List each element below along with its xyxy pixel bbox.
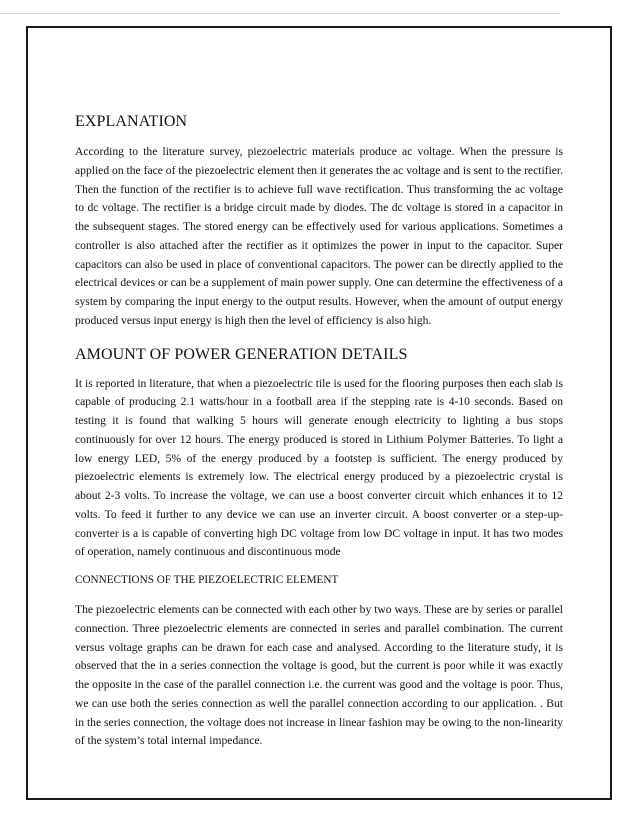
section-heading-explanation: EXPLANATION xyxy=(75,113,188,130)
paragraph-explanation: According to the literature survey, piezoelectric materials produce ac voltage. When the pressure is applied on the face of the piezoelectric element then it generates the ac voltage and is sent to the rectifier. Then the function of the rectifier is to achieve full wave rectification. Thus transforming the ac voltage to dc voltage. The rectifier is a bridge circuit made by diodes. The dc voltage is stored in a capacitor in the subsequent stages. The stored energy can be effectively used for various applications. Sometimes a controller is also attached after the rectifier as it optimizes the power in input to the capacitor. Super capacitors can also be used in place of conventional capacitors. The power can be directly applied to the electrical devices or can be a supplement of main power supply. One can determine the effectiveness of a system by comparing the input energy to the output results. However, when the amount of output energy produced versus input energy is high then the level of efficiency is also high. xyxy=(75,145,564,327)
document-body xyxy=(75,112,563,751)
top-divider xyxy=(0,13,560,14)
paragraph-connections: The piezoelectric elements can be connected with each other by two ways. These are by series or parallel connection. Three piezoelectric elements are connected in series and parallel combination. The current versus voltage graphs can be drawn for each case and analysed. According to the literature study, it is observed that the in a series connection the voltage is good, but the current is poor while it was exactly the opposite in the case of the parallel connection i.e. the current was good and the voltage is poor. Thus, we can use both the series connection as well the parallel connection according to our application. . But in the series connection, the voltage does not increase in linear fashion may be owing to the non-linearity of the system’s total internal impedance. xyxy=(75,603,563,748)
section-heading-connections: CONNECTIONS OF THE PIEZOELECTRIC ELEMENT xyxy=(75,574,339,586)
section-heading-power-generation: AMOUNT OF POWER GENERATION DETAILS xyxy=(75,345,408,363)
paragraph-power-generation: It is reported in literature, that when a piezoelectric tile is used for the flooring purposes then each slab is capable of producing 2.1 watts/hour in a football area if the stepping rate is 4-10 seconds. Based on testing it is found that walking 5 hours will generate enough electricity to lighting a bus stops continuously for over 12 hours. The energy produced is stored in Lithium Polymer Batteries. To light a low energy LED, 5% of the energy produced by a footstep is sufficient. The energy produced by piezoelectric elements is extremely low. The electrical energy produced by a piezoelectric crystal is about 2-3 volts. To increase the voltage, we can use a boost converter circuit which enhances it to 12 volts. To feed it further to any device we can use an inverter circuit. A boost converter or a step-up-converter is a is capable of converting high DC voltage from low DC voltage in input. It has two modes of operation, namely continuous and discontinuous mode xyxy=(75,376,563,559)
